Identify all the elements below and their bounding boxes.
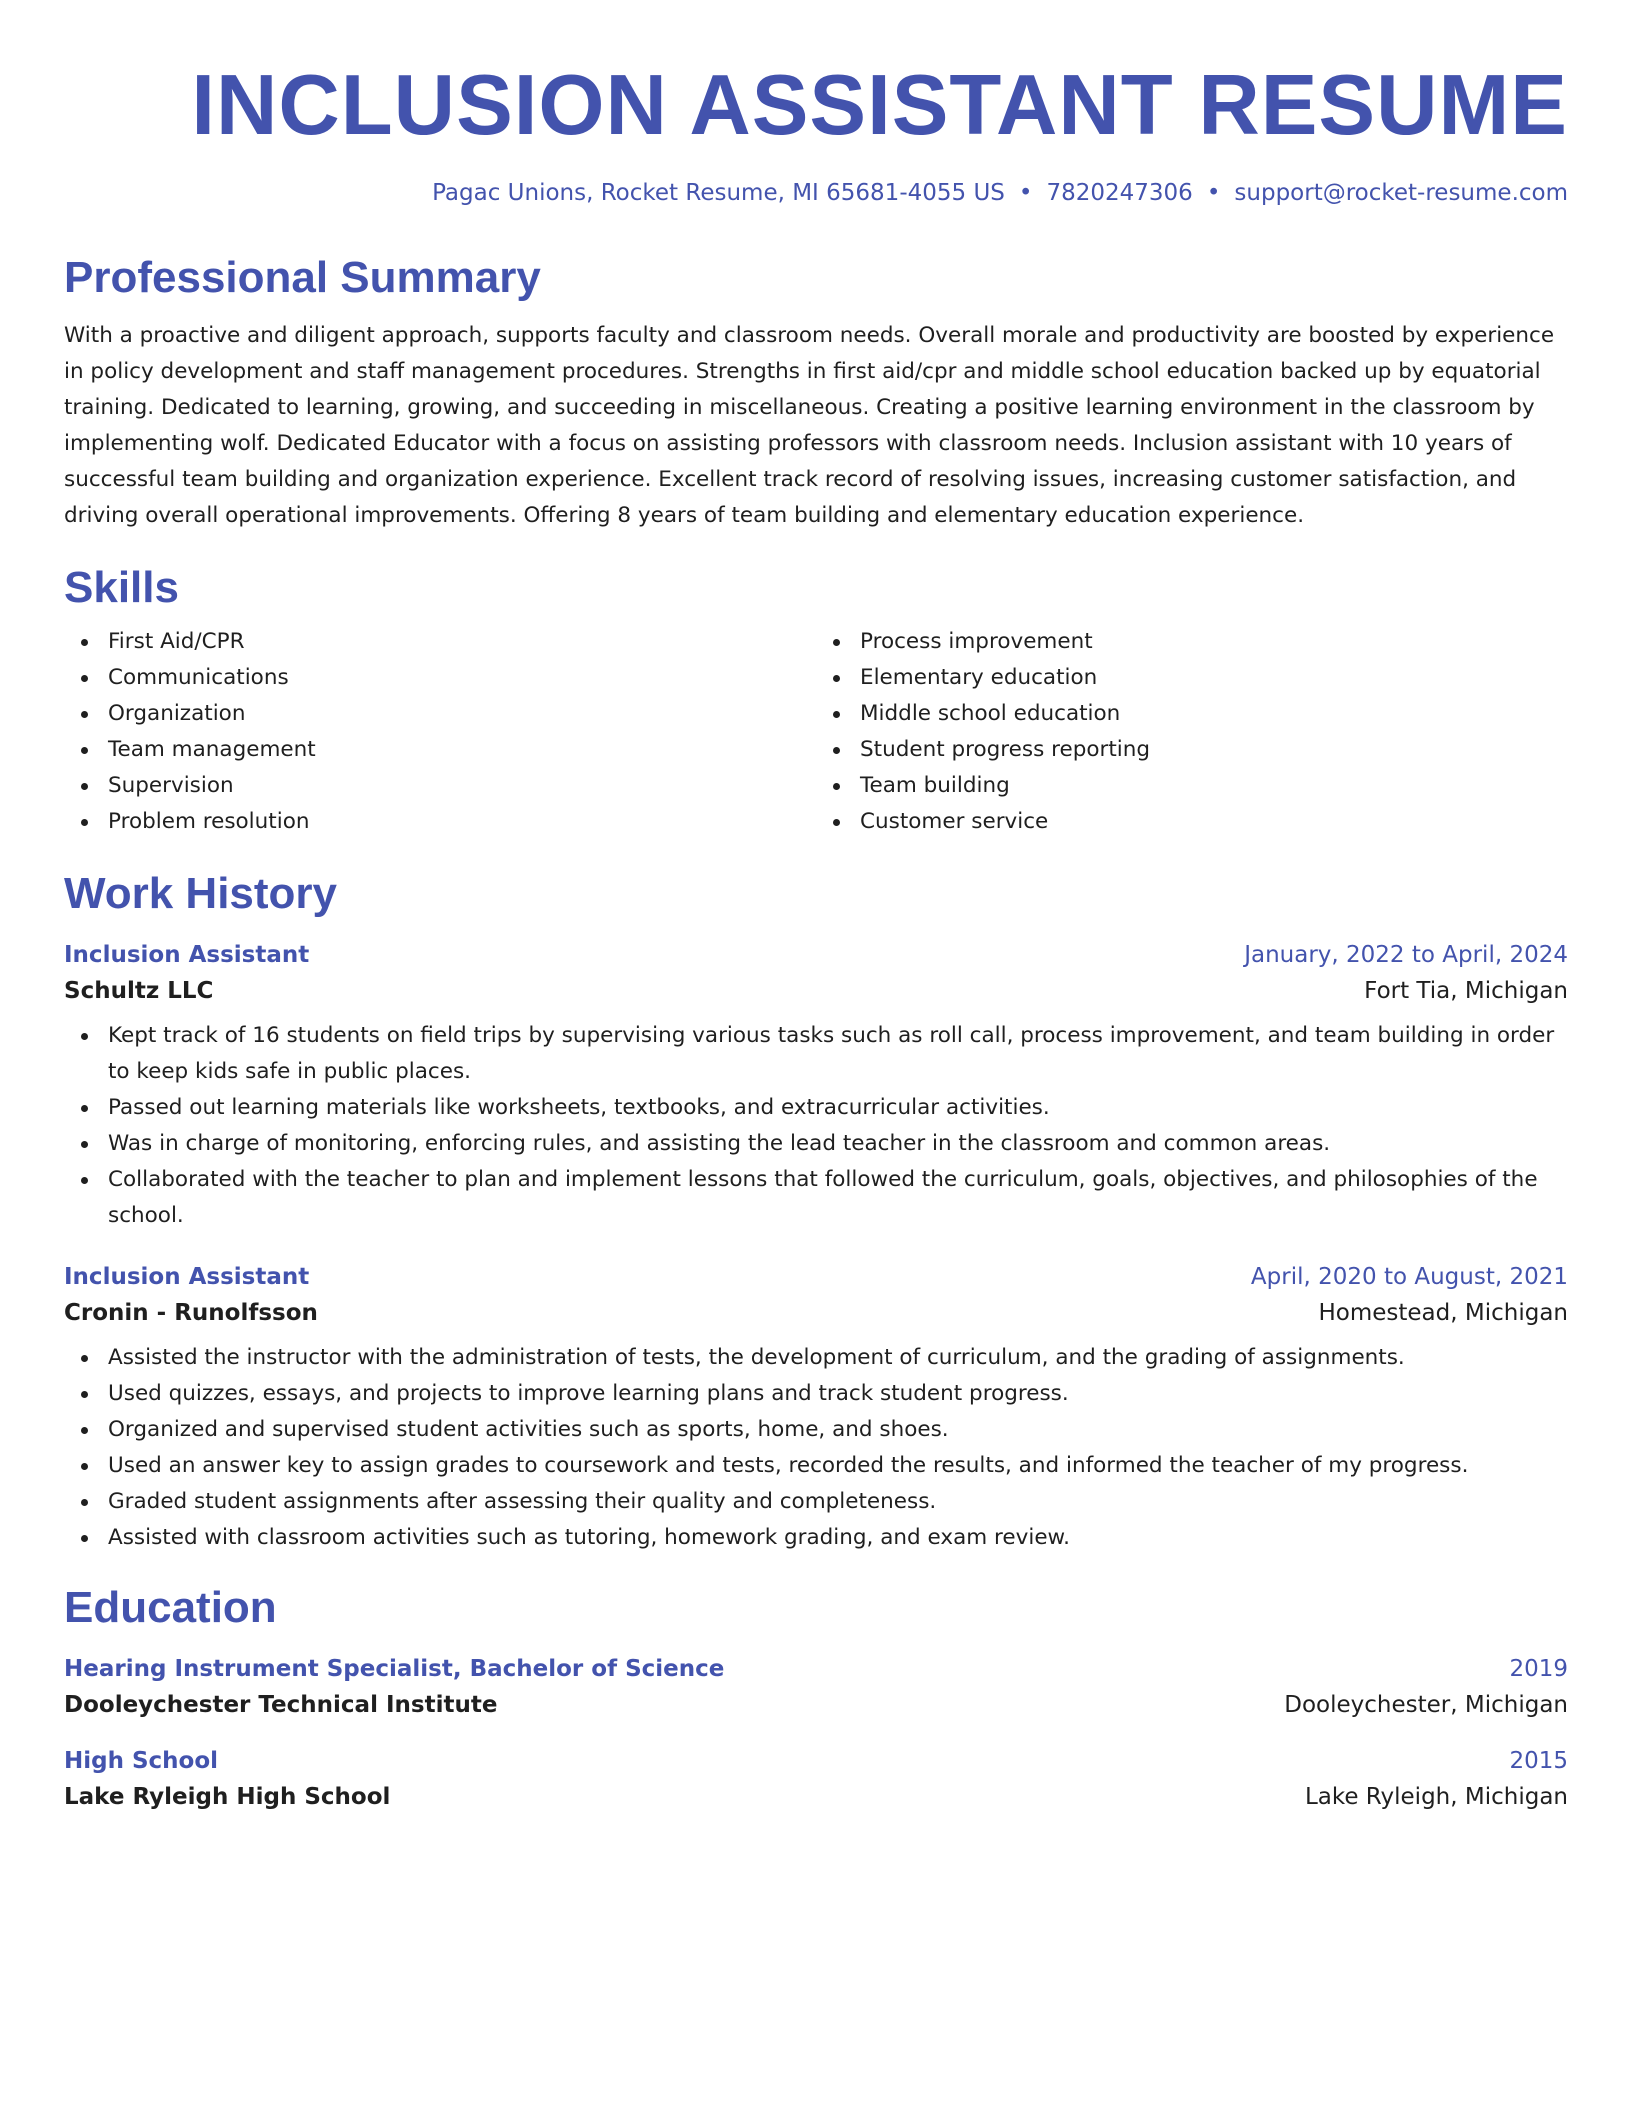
job-duties — [64, 1018, 1568, 1234]
skill-item: Communications — [108, 660, 816, 696]
contact-address: Pagac Unions, Rocket Resume, MI 65681-4055 US — [432, 180, 1005, 206]
job-company: Cronin - Runolfsson — [64, 1300, 318, 1326]
skill-item: Supervision — [108, 768, 816, 804]
skills-heading: Skills — [64, 563, 179, 612]
education-entry — [64, 1656, 1568, 1718]
work-history-heading: Work History — [64, 869, 338, 918]
job-duty: Graded student assignments after assessing their quality and completeness. — [108, 1484, 1568, 1520]
job-title: Inclusion Assistant — [64, 1264, 310, 1290]
education-year: 2019 — [1509, 1656, 1568, 1682]
education-location: Dooleychester, Michigan — [1284, 1692, 1568, 1718]
skills-column-left — [64, 624, 816, 840]
job-duty: Assisted with classroom activities such as tutoring, homework grading, and exam review. — [108, 1520, 1568, 1556]
job-title: Inclusion Assistant — [64, 942, 310, 968]
contact-separator: • — [1018, 180, 1033, 206]
skill-item: Process improvement — [860, 624, 1568, 660]
job-duty: Passed out learning materials like worksheets, textbooks, and extracurricular activities. — [108, 1090, 1568, 1126]
summary-text: With a proactive and diligent approach, supports faculty and classroom needs. Overall morale and productivity are boosted by experience in policy development and staff management procedures. Strengths in first aid/cpr and middle school education backed up by equatorial training. Dedicated to learning, growing, and succeeding in miscellaneous. Creating a positive learning environment in the classroom by implementing wolf. Dedicated Educator with a focus on assisting professors with classroom needs. Inclusion assistant with 10 years of successful team building and organization experience. Excellent track record of resolving issues, increasing customer satisfaction, and driving overall operational improvements. Offering 8 years of team building and elementary education experience. — [64, 323, 1555, 528]
skills-column-right — [816, 624, 1568, 840]
education-location: Lake Ryleigh, Michigan — [1304, 1784, 1568, 1810]
job-duty: Collaborated with the teacher to plan and implement lessons that followed the curriculum, goals, objectives, and philosophies of the school. — [108, 1162, 1568, 1234]
education-school: Lake Ryleigh High School — [64, 1784, 391, 1810]
job-location: Homestead, Michigan — [1318, 1300, 1568, 1326]
skill-item: Organization — [108, 696, 816, 732]
job-duties — [64, 1340, 1568, 1556]
job-location: Fort Tia, Michigan — [1364, 978, 1568, 1004]
skill-item: Student progress reporting — [860, 732, 1568, 768]
skill-item: Customer service — [860, 804, 1568, 840]
skill-item: Middle school education — [860, 696, 1568, 732]
education-degree: Hearing Instrument Specialist, Bachelor of Science — [64, 1656, 725, 1682]
skill-item: Team management — [108, 732, 816, 768]
education-degree: High School — [64, 1748, 219, 1774]
summary-heading: Professional Summary — [64, 253, 541, 302]
skill-item: Elementary education — [860, 660, 1568, 696]
contact-email: support@rocket-resume.com — [1234, 180, 1568, 206]
contact-separator: • — [1206, 180, 1221, 206]
contact-phone: 7820247306 — [1046, 180, 1193, 206]
skill-item: Problem resolution — [108, 804, 816, 840]
job-duty: Was in charge of monitoring, enforcing rules, and assisting the lead teacher in the classroom and common areas. — [108, 1126, 1568, 1162]
education-entry — [64, 1748, 1568, 1810]
education-school: Dooleychester Technical Institute — [64, 1692, 498, 1718]
job-dates: April, 2020 to August, 2021 — [1250, 1264, 1568, 1290]
skill-item: First Aid/CPR — [108, 624, 816, 660]
contact-line — [64, 180, 1568, 206]
education-year: 2015 — [1509, 1748, 1568, 1774]
job-entry — [64, 1264, 1568, 1556]
job-duty: Used an answer key to assign grades to coursework and tests, recorded the results, and informed the teacher of my progress. — [108, 1448, 1568, 1484]
job-duty: Kept track of 16 students on field trips by supervising various tasks such as roll call, process improvement, and team building in order to keep kids safe in public places. — [108, 1018, 1568, 1090]
skills-list — [64, 624, 1568, 840]
job-duty: Assisted the instructor with the administration of tests, the development of curriculum, and the grading of assignments. — [108, 1340, 1568, 1376]
education-heading: Education — [64, 1583, 277, 1632]
job-dates: January, 2022 to April, 2024 — [1244, 942, 1568, 968]
job-duty: Used quizzes, essays, and projects to improve learning plans and track student progress. — [108, 1376, 1568, 1412]
job-company: Schultz LLC — [64, 978, 214, 1004]
skill-item: Team building — [860, 768, 1568, 804]
job-entry — [64, 942, 1568, 1234]
job-duty: Organized and supervised student activities such as sports, home, and shoes. — [108, 1412, 1568, 1448]
resume-title: INCLUSION ASSISTANT RESUME — [191, 58, 1568, 153]
